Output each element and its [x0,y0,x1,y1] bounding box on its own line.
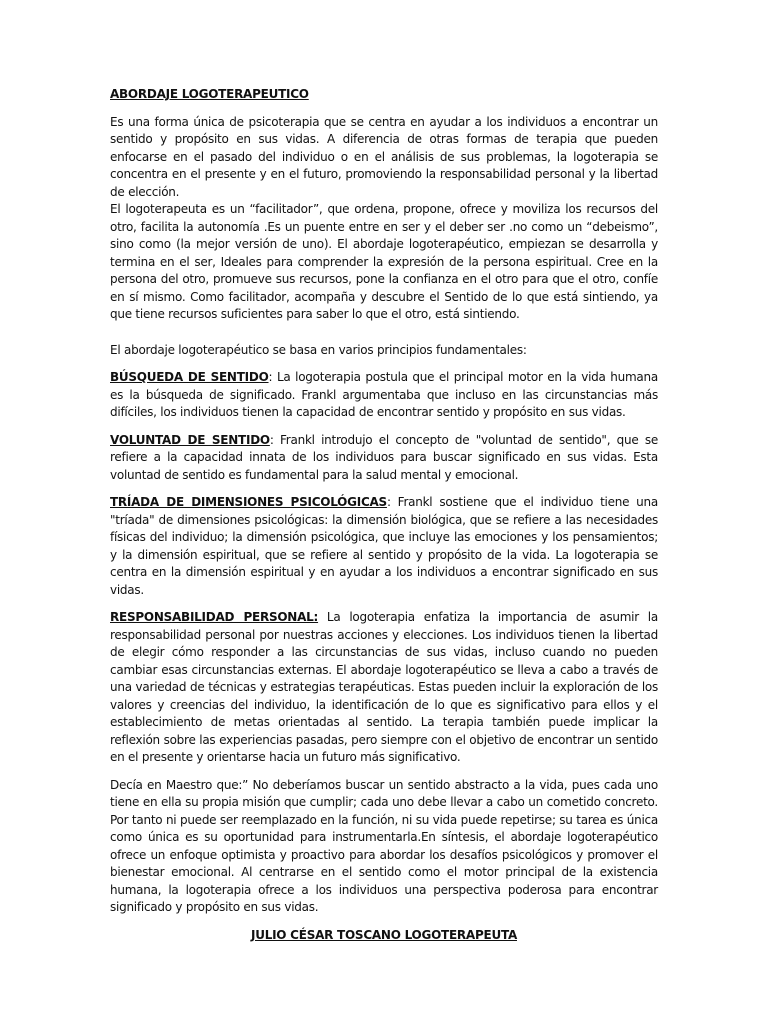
principle-term: BÚSQUEDA DE SENTIDO [110,370,269,384]
principle-text: : La logoterapia postula que el principal motor en la vida humana es la búsqueda de significado. Frankl argumentaba que incluso en las circunstancias más difíciles, los individuos tienen la capacidad de encontrar sentido y propósito en sus vidas. [110,370,658,419]
document-title: ABORDAJE LOGOTERAPEUTICO [110,87,309,101]
principle-term: TRÍADA DE DIMENSIONES PSICOLÓGICAS [110,495,387,509]
principles-intro: El abordaje logoterapéutico se basa en varios principios fundamentales: [110,342,527,357]
author-signature: JULIO CÉSAR TOSCANO LOGOTERAPEUTA [250,927,517,942]
principle-voluntad-de-sentido [110,432,658,485]
principle-term: RESPONSABILIDAD PERSONAL: [110,610,319,624]
principle-text: : Frankl sostiene que el individuo tiene una "tríada" de dimensiones psicológicas: la dimensión biológica, que se refiere a las necesidades físicas del individuo; la dimensión psicológica, que incluye las emociones y los pensamientos; y la dimensión espiritual, que se refiere al sentido y propósito de la vida. La logoterapia se centra en la dimensión espiritual y en ayudar a los individuos a encontrar significado en sus vidas. [110,495,658,597]
intro-section [110,114,658,324]
closing-paragraph: Decía en Maestro que:” No deberíamos buscar un sentido abstracto a la vida, pues cada uno tiene en ella su propia misión que cumplir; cada uno debe llevar a cabo un cometido concreto. Por tanto ni puede ser reemplazado en la función, ni su vida puede repetirse; su tarea es única como única es su oportunidad para instrumentarla.En síntesis, el abordaje logoterapéutico ofrece un enfoque optimista y proactivo para abordar los desafíos psicológicos y promover el bienestar emocional. Al centrarse en el sentido como el motor principal de la existencia humana, la logoterapia ofrece a los individuos una perspectiva poderosa para encontrar significado y propósito en sus vidas. [110,777,658,914]
principle-term: VOLUNTAD DE SENTIDO [110,432,270,447]
principle-triada-de-dimensiones [110,494,658,599]
intro-paragraph-2: El logoterapeuta es un “facilitador”, que ordena, propone, ofrece y moviliza los recursos del otro, facilita la autonomía .Es un puente entre en ser y el deber ser .no como un “debeismo”, sino como (la mejor versión de uno). El abordaje logoterapéutico, empiezan se desarrolla y termina en el ser, Ideales para comprender la expresión de la persona espiritual. Cree en la persona del otro, promueve sus recursos, pone la confianza en el otro para que el otro, confíe en sí mismo. Como facilitador, acompaña y descubre el Sentido de lo que está sintiendo, ya que tiene recursos suficientes para saber lo que el otro, está sintiendo. [110,202,658,321]
principle-text: : Frankl introdujo el concepto de "voluntad de sentido", que se refiere a la capacidad innata de los individuos para buscar significado en sus vidas. Esta voluntad de sentido es fundamental para la salud mental y emocional. [110,432,658,482]
principle-busqueda-de-sentido [110,369,658,422]
document-page [110,86,658,944]
principle-text: La logoterapia enfatiza la importancia de asumir la responsabilidad personal por nuestras acciones y elecciones. Los individuos tienen la libertad de elegir cómo responder a las circunstancias de sus vidas, incluso cuando no pueden cambiar esas circunstancias externas. El abordaje logoterapéutico se lleva a cabo a través de una variedad de técnicas y estrategias terapéuticas. Estas pueden incluir la exploración de los valores y creencias del individuo, la identificación de lo que es significativo para ellos y el establecimiento de metas orientadas al sentido. La terapia también puede implicar la reflexión sobre las experiencias pasadas, pero siempre con el objetivo de encontrar un sentido en el presente y orientarse hacia un futuro más significativo. [110,610,658,764]
intro-paragraph-1: Es una forma única de psicoterapia que se centra en ayudar a los individuos a encontrar un sentido y propósito en sus vidas. A diferencia de otras formas de terapia que pueden enfocarse en el pasado del individuo o en el análisis de sus problemas, la logoterapia se concentra en el presente y en el futuro, promoviendo la responsabilidad personal y la libertad de elección. [110,114,658,199]
principle-responsabilidad-personal [110,609,658,767]
